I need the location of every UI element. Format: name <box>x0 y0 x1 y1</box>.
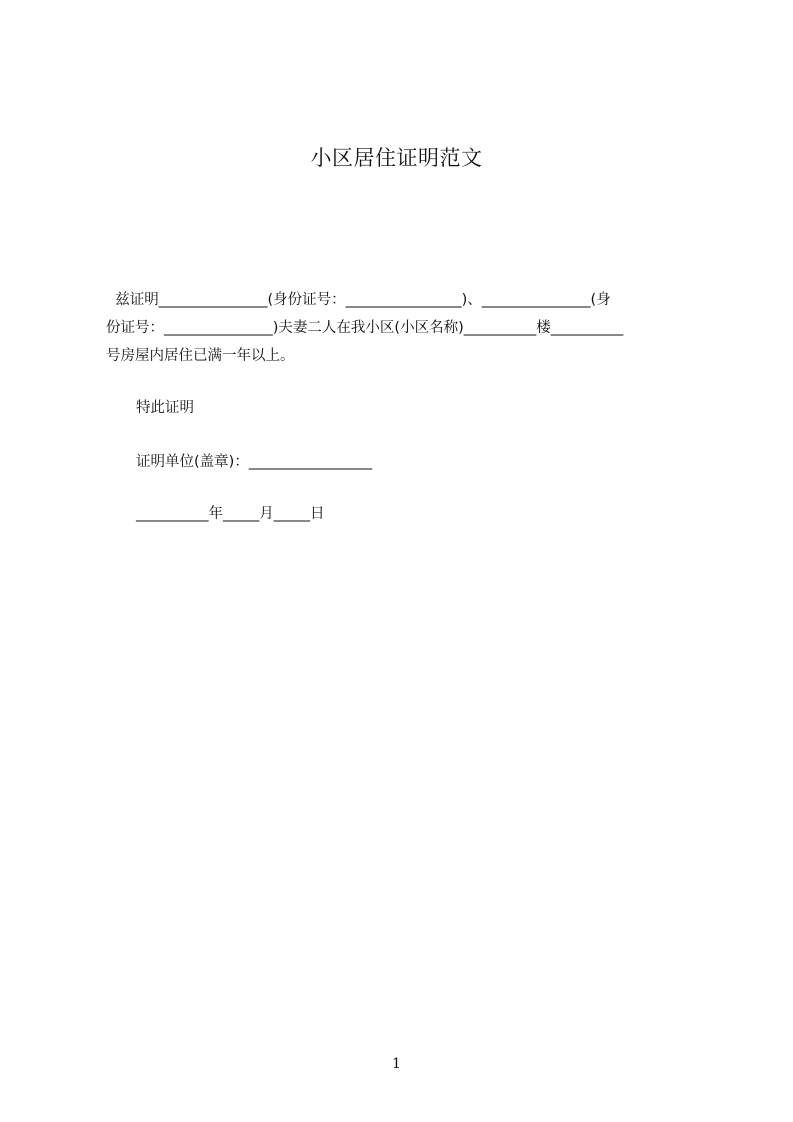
issuer-seal-line: 证明单位(盖章)：_________________ <box>136 454 373 470</box>
paragraph-line-2: 份证号：_______________)夫妻二人在我小区(小区名称)__________楼__________ <box>106 320 624 336</box>
paragraph-line-1: 兹证明_______________(身份证号：________________)、_______________(身 <box>106 292 611 308</box>
page-number: 1 <box>392 1056 401 1072</box>
date-line: __________年_____月_____日 <box>136 506 325 522</box>
document-title: 小区居住证明范文 <box>310 146 483 170</box>
closing-statement: 特此证明 <box>136 400 194 416</box>
paragraph-line-3: 号房屋内居住已满一年以上。 <box>106 348 295 364</box>
